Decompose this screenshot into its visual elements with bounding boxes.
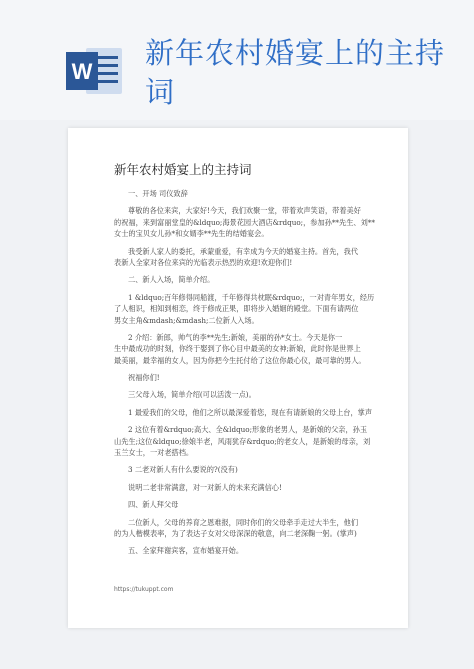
document-page	[68, 128, 408, 628]
body-line: 1 &ldquo;百年修得同船渡，千年修得共枕眠&rdquo;，一对青年男女，经历	[128, 292, 375, 302]
body-line: 女士的宝贝女儿孙*和女婿李**先生的结婚宴会。	[114, 229, 269, 239]
body-line: 山先生;这位&ldquo;徐娘半老，风雨犹存&rdquo;的老女人，是新娘的母亲，刘	[114, 436, 371, 446]
body-line: 2 介绍：新郎，帅气的李**先生;新娘，美丽的孙*女士。今天是你一	[128, 332, 343, 342]
page-title-line-1: 新年农村婚宴上的主持	[145, 36, 446, 70]
body-line: 一、开场 司仪致辞	[128, 189, 188, 198]
logo-letter: W	[71, 59, 93, 84]
page-title	[145, 34, 465, 112]
document-url: https://tukuppt.com	[114, 586, 174, 593]
document-body	[114, 188, 384, 557]
body-line: 表新人全家对各位来宾的光临表示热烈的欢迎!欢迎你们!	[114, 257, 293, 267]
body-line: 的祝福，来到富丽堂皇的&ldquo;海景花园大酒店&rdquo;，参加孙**先生、刘**	[114, 217, 375, 227]
body-line: 3 二老对新人有什么要说的?(没有)	[128, 465, 238, 475]
body-line: 五、全家拜谢宾客，宣布婚宴开始。	[128, 546, 244, 556]
body-line: 了人相识，相知到相恋，终于修成正果，即将步入婚姻的殿堂。下面有请两位	[114, 304, 359, 314]
body-line: 男女主角&mdash;&mdash;二位新人入场。	[114, 315, 259, 325]
page-title-line-2: 词	[145, 75, 176, 109]
header-banner	[0, 0, 474, 120]
document-title: 新年农村婚宴上的主持词	[114, 162, 252, 177]
body-line: 尊敬的各位来宾，大家好!今天，我们欢聚一堂，带着欢声笑语，带着美好	[128, 206, 361, 216]
body-line: 说明二老非常满意，对一对新人的未来充满信心!	[128, 482, 282, 492]
body-line: 最美丽，最幸福的女人，因为你把今生托付给了这位你最心仪，最可靠的男人。	[114, 355, 366, 365]
body-line: 祝福你们!	[128, 373, 160, 383]
body-line: 1 最爱我们的父母，他们之所以最深爱着您，现在有请新娘的父母上台，掌声	[128, 407, 373, 417]
body-line: 生中最成功的时刻，你终于娶到了你心目中最美的女神;新娘，此时你是世界上	[114, 344, 361, 354]
body-line: 的为人楷模表率，为了表达子女对父母深深的敬意，向二老深鞠一躬。(掌声)	[114, 528, 357, 538]
word-document-icon	[64, 46, 124, 96]
body-line: 2 这位有着&rdquo;高大、全&ldquo;形象的老男人，是新娘的父亲，孙玉	[128, 425, 368, 435]
body-line: 二、新人入场，简单介绍。	[128, 275, 215, 285]
body-line: 我受新人家人的委托，承蒙重爱，有幸成为今天的婚宴主持。首先，我代	[128, 246, 359, 256]
body-line: 玉兰女士，一对老搭档。	[114, 448, 194, 458]
body-line: 二位新人，父母的养育之恩难报，同时你们的父母牵手走过大半生，他们	[128, 517, 359, 527]
body-line: 三父母入场，简单介绍(可以活泼一点)。	[128, 390, 256, 400]
body-line: 四、新人拜父母	[128, 500, 179, 510]
